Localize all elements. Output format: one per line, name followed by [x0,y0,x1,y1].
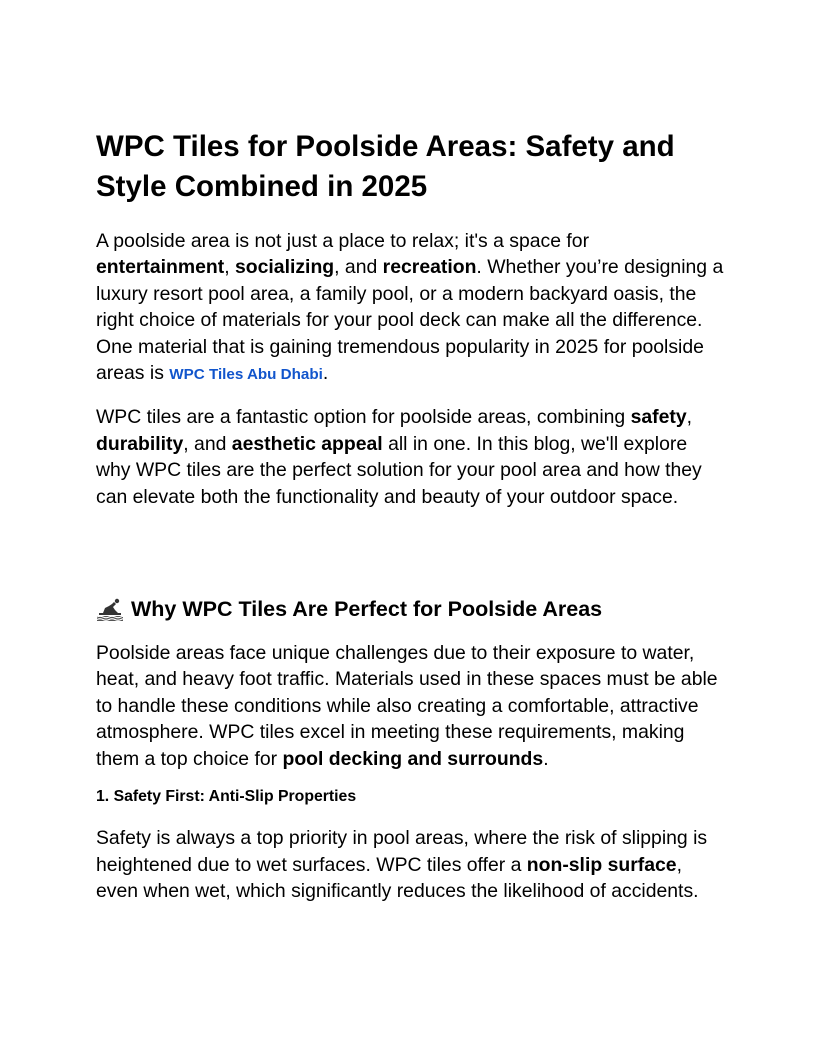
p2-text-1: WPC tiles are a fantastic option for poolside areas, combining [96,406,631,429]
subsection-heading-safety: 1. Safety First: Anti-Slip Properties [96,788,357,806]
p2-text-2: , [686,406,693,429]
swimming-pool-icon [96,597,123,621]
intro-text-4: . Whether you’re designing a luxury resort pool area, a family pool, or a modern backyard oasis, the right choice of materials for your pool deck can make all the difference. One material that is gaining tremendous popularity in 2025 for poolside areas is [96,256,724,385]
p2-text-4: all in one. In this blog, we'll explore why WPC tiles are the perfect solution for your pool area and how they can elevate both the functionality and beauty of your outdoor space. [96,432,702,508]
p2-bold-aesthetic-appeal: aesthetic appeal [231,432,383,455]
intro-text-1: A poolside area is not just a place to relax; it's a space for [96,230,590,252]
subsection1-paragraph [96,825,726,904]
wpc-tiles-abu-dhabi-link[interactable]: WPC Tiles Abu Dhabi [169,366,323,384]
section-heading-why-wpc [96,595,726,623]
intro-bold-socializing: socializing [235,256,335,279]
section-heading-text: Why WPC Tiles Are Perfect for Poolside Areas [131,597,603,622]
intro-text-5: . [322,362,329,385]
page-title: WPC Tiles for Poolside Areas: Safety and Style Combined in 2025 [96,130,675,203]
s1-text-2: . [543,747,549,770]
second-paragraph [96,404,726,510]
p2-text-3: , and [183,432,232,455]
s1-bold-pool-decking: pool decking and surrounds [282,747,544,770]
intro-text-3: , and [334,256,383,279]
intro-bold-recreation: recreation [382,256,477,279]
s1-text-1: Poolside areas face unique challenges due to their exposure to water, heat, and heavy foot traffic. Materials used in these spaces must be able to handle these conditions while also creating a comfortable, attractive atmosphere. WPC tiles excel in meeting these requirements, making them a top choice for [96,642,718,770]
section1-paragraph [96,640,726,772]
intro-paragraph [96,228,726,388]
ss1-text-1: Safety is always a top priority in pool areas, where the risk of slipping is heightened due to wet surfaces. WPC tiles offer a [96,827,708,876]
p2-bold-safety: safety [630,406,687,429]
intro-text-2: , [224,256,235,279]
intro-bold-entertainment: entertainment [96,256,225,279]
ss1-text-2: , even when wet, which significantly reduces the likelihood of accidents. [96,853,699,902]
ss1-bold-non-slip: non-slip surface [526,853,677,876]
p2-bold-durability: durability [96,432,184,455]
section-spacer [96,526,726,582]
document-page [96,127,726,904]
